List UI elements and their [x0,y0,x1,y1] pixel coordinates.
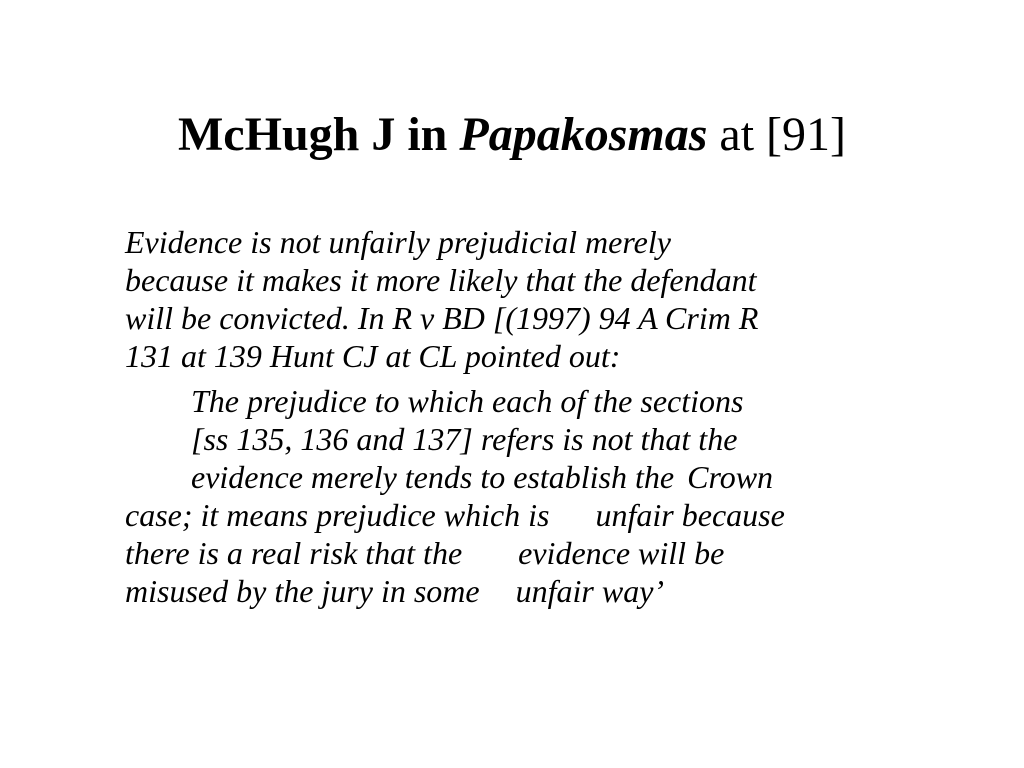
title-paragraph-ref: at [91] [707,108,846,161]
paragraph-line: will be convicted. In R v BD [(1997) 94 A Crim R [125,300,759,336]
quote-text: [ss 135, 136 and 137] refers is not that the [191,421,738,457]
quote-line [125,420,965,458]
title-judge: McHugh J in [178,108,460,161]
quote-line [125,572,965,610]
paragraph-spacer [125,375,965,382]
quote-line [125,458,965,496]
quote-line [125,382,965,420]
paragraph-line: Evidence is not unfairly prejudicial merely [125,224,671,260]
paragraph-line: 131 at 139 Hunt CJ at CL pointed out: [125,338,621,374]
quote-text: evidence will be [518,535,725,571]
quote-text: Crown [687,459,774,495]
title-case-name: Papakosmas [459,108,708,161]
quote-text: evidence merely tends to establish the [191,459,675,495]
paragraph-line: because it makes it more likely that the defendant [125,262,757,298]
quote-line [125,496,965,534]
quote-text: The prejudice to which each of the sections [191,383,744,419]
quote-line [125,534,965,572]
body-text [125,223,965,610]
quote-text: misused by the jury in some [125,573,480,609]
quote-text: unfair way’ [515,573,665,609]
slide-title [0,100,1024,170]
quote-text: unfair because [595,497,785,533]
quote-text: there is a real risk that the [125,535,463,571]
quote-text: case; it means prejudice which is [125,497,550,533]
